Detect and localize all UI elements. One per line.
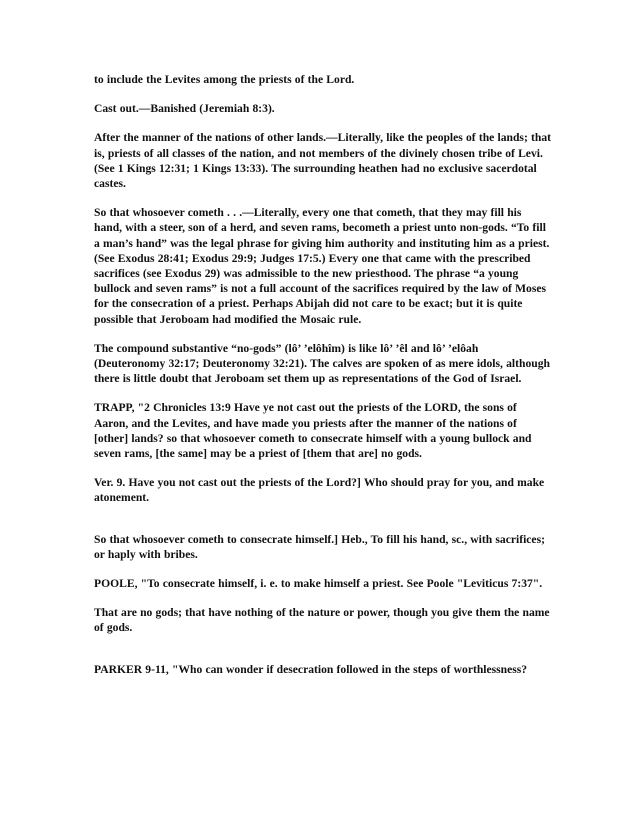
paragraph-ver-9: Ver. 9. Have you not cast out the priests of the Lord?] Who should pray for you, and make atonement. [94,476,545,505]
paragraph-cast-out: Cast out.—Banished (Jeremiah 8:3). [94,102,275,116]
paragraph-no-gods-nature: That are no gods; that have nothing of the nature or power, though you give them the name of gods. [94,606,550,635]
paragraph-no-gods: The compound substantive “no-gods” (lô’ ’elôhîm) is like lô’ ’êl and lô’ ’elôah (Deuteronomy 32:17; Deuteronomy 32:21). The calves are spoken of as mere idols, although there is little doubt that Jeroboam set them up as representations of the God of Israel. [94,341,550,386]
paragraph-poole: POOLE, "To consecrate himself, i. e. to make himself a priest. See Poole "Leviticus 7:37". [94,577,543,591]
paragraph-whosoever-cometh: So that whosoever cometh . . .—Literally, every one that cometh, that they may fill his hand, with a steer, son of a herd, and seven rams, becometh a priest unto non-gods. “To fill a man’s hand” was the legal phrase for giving him authority and instituting him as a priest. (See Exodus 28:41; Exodus 29:9; Judges 17:5.) Every one that came with the prescribed sacrifices (see Exodus 29) was admissible to the new priesthood. The phrase “a young bullock and seven rams” is not a full account of the sacrifices required by the law of Moses for the consecration of a priest. Perhaps Abijah did not care to be exact; but it is quite possible that Jeroboam had modified the Mosaic rule. [94,206,550,326]
paragraph-levites: to include the Levites among the priests of the Lord. [94,73,355,86]
paragraph-consecrate-himself: So that whosoever cometh to consecrate himself.] Heb., To fill his hand, sc., with sacrifices; or haply with bribes. [94,532,545,561]
document-page [94,72,552,691]
paragraph-manner-of-nations: After the manner of the nations of other lands.—Literally, like the peoples of the lands; that is, priests of all classes of the nation, and not members of the divinely chosen tribe of Levi. (See 1 Kings 12:31; 1 Kings 13:33). The surrounding heathen had no exclusive sacerdotal castes. [94,131,551,191]
paragraph-parker: PARKER 9-11, "Who can wonder if desecration followed in the steps of worthlessness? [94,662,528,676]
paragraph-trapp: TRAPP, "2 Chronicles 13:9 Have ye not cast out the priests of the LORD, the sons of Aaron, and the Levites, and have made you priests after the manner of the nations of [other] lands? so that whosoever cometh to consecrate himself with a young bullock and seven rams, [the same] may be a priest of [them that are] no gods. [94,401,532,461]
